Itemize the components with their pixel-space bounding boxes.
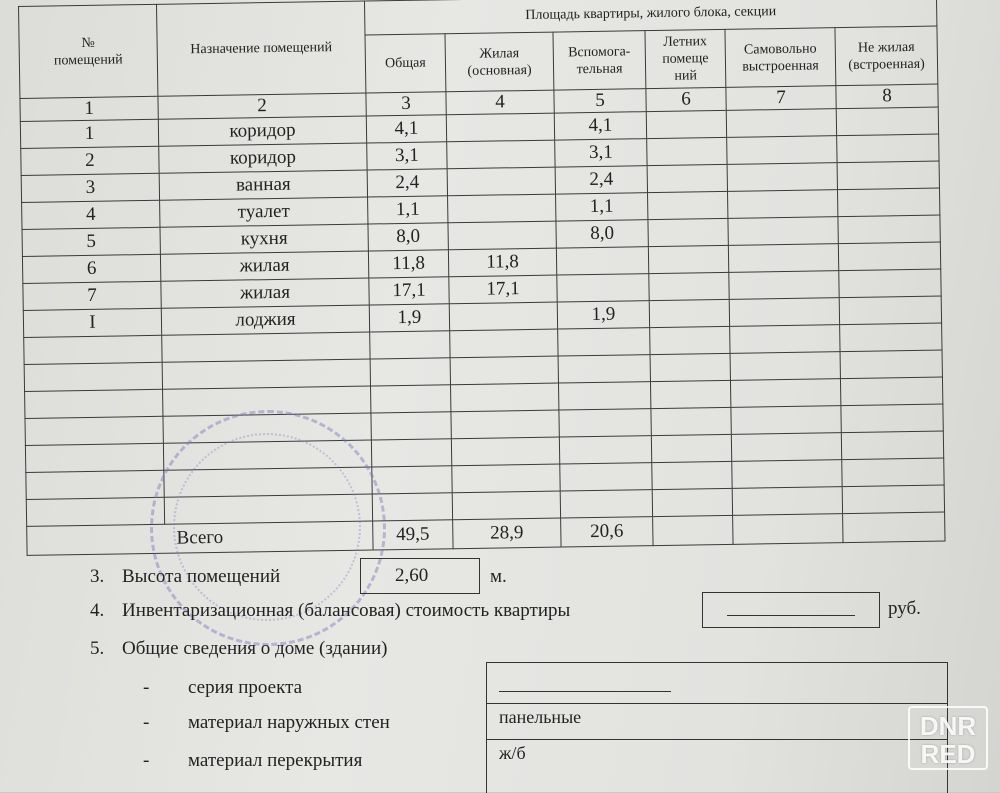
room-name: ванная (159, 170, 367, 200)
item-dash: - (143, 750, 150, 771)
header-auxiliary: Вспомога- тельная (553, 31, 646, 90)
room-total-area: 4,1 (366, 115, 446, 143)
room-living-area: 17,1 (449, 275, 557, 304)
column-number: 5 (554, 89, 646, 113)
outer-walls-label: материал наружных стен (188, 712, 390, 733)
table-cell (26, 497, 164, 526)
table-cell (842, 485, 944, 514)
table-cell (163, 440, 371, 470)
column-number: 4 (446, 90, 554, 115)
room-name: коридор (158, 116, 366, 146)
table-cell (451, 410, 559, 439)
item-dash: - (143, 677, 150, 698)
table-cell (370, 331, 450, 359)
section5-number: 5. (90, 638, 105, 659)
room-name: жилая (160, 251, 368, 281)
room-name: коридор (159, 143, 367, 173)
dnrred-watermark-logo (908, 706, 988, 770)
table-cell (836, 107, 938, 136)
watermark-line1: DNR (919, 711, 977, 741)
room-living-area (448, 194, 556, 223)
section3-number: 3. (90, 566, 105, 587)
room-number: 1 (20, 119, 158, 148)
room-total-area: 1,9 (369, 304, 449, 332)
room-number: 2 (21, 146, 159, 175)
header-nonresidential: Не жилая (встроенная) (835, 26, 938, 86)
room-auxiliary-area: 8,0 (556, 220, 648, 248)
watermark-line2: RED (920, 739, 976, 769)
table-cell (26, 470, 164, 499)
table-cell (164, 467, 372, 497)
room-name: лоджия (161, 305, 369, 335)
table-cell (452, 491, 560, 520)
room-number: 4 (22, 200, 160, 229)
table-cell (648, 218, 728, 246)
item-dash: - (143, 712, 150, 733)
table-cell (558, 382, 650, 410)
room-total-area: 11,8 (368, 250, 448, 278)
column-number: 2 (158, 93, 366, 119)
table-cell (647, 137, 727, 165)
table-cell (841, 404, 943, 433)
column-number: 8 (836, 84, 938, 109)
room-living-area (448, 221, 556, 250)
section3-label: Высота помещений (122, 566, 281, 587)
header-living: Жилая (основная) (445, 32, 554, 92)
header-room-purpose: Назначение помещений (156, 1, 365, 96)
floor-material-value: ж/б (499, 743, 526, 763)
project-series-label: серия проекта (188, 677, 303, 698)
table-cell (838, 215, 940, 244)
table-cell (371, 385, 451, 413)
table-cell (24, 362, 162, 391)
table-cell (727, 163, 837, 192)
table-cell (370, 358, 450, 386)
table-cell (163, 386, 371, 416)
room-living-area (449, 302, 557, 331)
room-auxiliary-area (557, 274, 649, 302)
room-auxiliary-area (556, 247, 648, 275)
table-cell (452, 464, 560, 493)
section3-unit: м. (490, 566, 507, 587)
table-cell (649, 299, 729, 327)
column-number: 1 (20, 96, 158, 121)
room-living-area: 11,8 (448, 248, 556, 277)
table-cell (24, 335, 162, 364)
room-auxiliary-area: 1,1 (556, 193, 648, 221)
table-cell (451, 437, 559, 466)
table-cell (164, 494, 372, 524)
header-summer: Летних помеще ний (645, 29, 726, 88)
table-cell (728, 217, 838, 246)
table-cell (839, 296, 941, 325)
header-area-group: Площадь квартиры, жилого блока, секции (364, 0, 937, 35)
totals-label: Всего (27, 521, 373, 555)
table-cell (727, 190, 837, 219)
row-divider (487, 703, 947, 704)
room-auxiliary-area: 3,1 (555, 139, 647, 167)
table-cell (728, 244, 838, 273)
table-cell (371, 412, 451, 440)
apartment-area-table (18, 0, 946, 556)
table-cell (731, 433, 841, 462)
room-number: 6 (22, 254, 160, 283)
room-total-area: 8,0 (368, 223, 448, 251)
room-auxiliary-area: 1,9 (557, 301, 649, 329)
table-cell (841, 431, 943, 460)
table-cell (646, 110, 726, 138)
table-cell (653, 515, 733, 545)
column-number: 6 (646, 87, 726, 111)
room-living-area (446, 113, 554, 142)
room-name: туалет (160, 197, 368, 227)
table-cell (837, 161, 939, 190)
room-total-area: 1,1 (368, 196, 448, 224)
table-cell (371, 439, 451, 467)
table-cell (730, 352, 840, 381)
room-auxiliary-area: 2,4 (555, 166, 647, 194)
blank-underline (727, 615, 855, 616)
room-total-area: 17,1 (369, 277, 449, 305)
room-living-area (447, 167, 555, 196)
room-name: кухня (160, 224, 368, 254)
room-name: жилая (161, 278, 369, 308)
table-cell (837, 134, 939, 163)
room-number: 5 (22, 227, 160, 256)
table-cell (726, 109, 836, 138)
table-cell (843, 512, 945, 543)
blank-underline (499, 691, 671, 692)
table-cell (650, 326, 730, 354)
table-cell (837, 188, 939, 217)
section4-label: Инвентаризационная (балансовая) стоимость квартиры (122, 600, 571, 621)
table-cell (731, 406, 841, 435)
row-divider (487, 739, 947, 740)
table-cell (559, 409, 651, 437)
table-cell (558, 355, 650, 383)
table-cell (560, 490, 652, 518)
table-cell (451, 383, 559, 412)
table-cell (839, 269, 941, 298)
room-total-area: 3,1 (367, 142, 447, 170)
room-number: 3 (21, 173, 159, 202)
table-cell (372, 493, 452, 521)
table-cell (648, 191, 728, 219)
ceiling-height-box (360, 558, 480, 594)
table-cell (727, 136, 837, 165)
floor-material-label: материал перекрытия (188, 750, 363, 771)
header-unauthorized: Самовольно выстроенная (725, 28, 836, 88)
table-cell (25, 443, 163, 472)
table-cell (450, 329, 558, 358)
table-cell (729, 298, 839, 327)
room-number: I (23, 308, 161, 337)
table-cell (652, 461, 732, 489)
totals-living-area: 28,9 (453, 518, 561, 549)
table-cell (25, 389, 163, 418)
column-number: 7 (726, 86, 836, 111)
table-cell (162, 332, 370, 362)
table-cell (647, 164, 727, 192)
table-cell (648, 245, 728, 273)
table-cell (450, 356, 558, 385)
room-living-area (447, 140, 555, 169)
table-cell (652, 488, 732, 516)
table-cell (733, 514, 843, 545)
ceiling-height-value: 2,60 (395, 565, 429, 586)
section4-unit: руб. (888, 598, 921, 619)
table-cell (650, 353, 730, 381)
table-cell (730, 379, 840, 408)
inventory-value-box (702, 592, 880, 628)
table-cell (651, 434, 731, 462)
column-number: 3 (366, 92, 446, 116)
section4-number: 4. (90, 600, 105, 621)
table-cell (840, 377, 942, 406)
table-cell (840, 323, 942, 352)
totals-auxiliary-area: 20,6 (561, 517, 653, 547)
table-cell (372, 466, 452, 494)
table-cell (649, 272, 729, 300)
section5-label: Общие сведения о доме (здании) (122, 638, 388, 659)
header-total: Общая (365, 34, 446, 93)
table-cell (650, 380, 730, 408)
table-cell (729, 271, 839, 300)
outer-walls-value: панельные (499, 707, 582, 727)
header-room-number: № помещений (19, 4, 158, 98)
table-cell (558, 328, 650, 356)
table-cell (559, 436, 651, 464)
table-cell (732, 460, 842, 489)
building-info-box (486, 662, 948, 793)
table-cell (732, 487, 842, 516)
table-cell (842, 458, 944, 487)
table-cell (840, 350, 942, 379)
totals-total-area: 49,5 (373, 520, 453, 550)
table-cell (162, 359, 370, 389)
room-number: 7 (23, 281, 161, 310)
room-total-area: 2,4 (367, 169, 447, 197)
table-cell (560, 463, 652, 491)
table-cell (838, 242, 940, 271)
table-cell (651, 407, 731, 435)
table-cell (730, 325, 840, 354)
table-cell (25, 416, 163, 445)
room-auxiliary-area: 4,1 (554, 112, 646, 140)
table-cell (163, 413, 371, 443)
